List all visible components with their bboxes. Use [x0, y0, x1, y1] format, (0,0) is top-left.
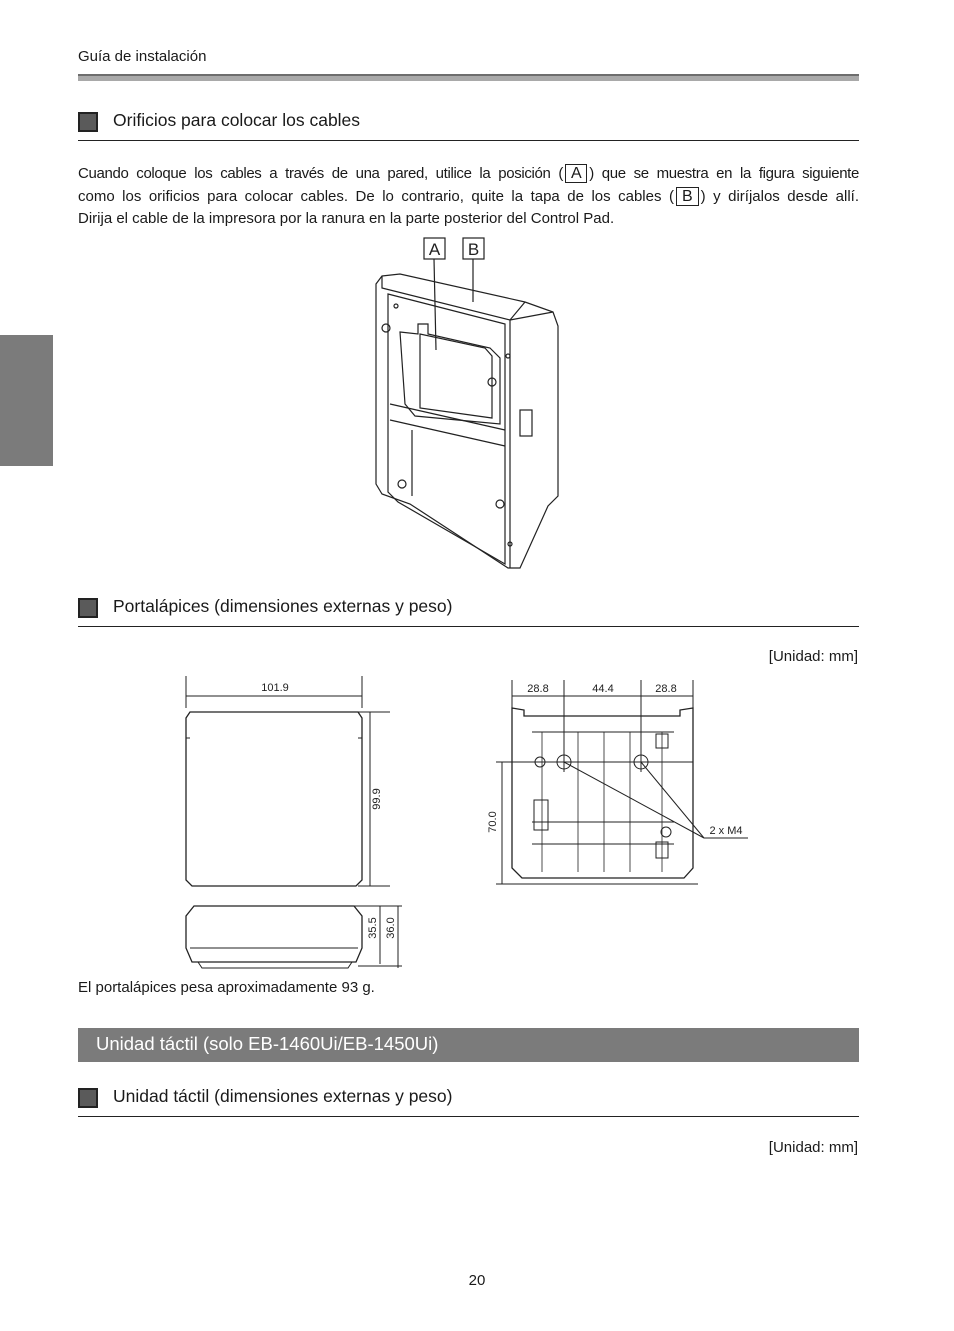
weight-caption: El portalápices pesa aproximadamente 93 g.: [78, 979, 375, 996]
dim-label-hole-left: 28.8: [527, 683, 549, 695]
pen-holder-side: [186, 906, 362, 962]
pad-hole: [394, 304, 398, 308]
leader-screw-1: [564, 762, 704, 838]
section-title: Unidad táctil (dimensiones externas y peso): [113, 1086, 453, 1106]
pen-holder-tab: [534, 800, 548, 830]
dim-label-depth-outer: 36.0: [385, 917, 397, 939]
section-square-icon: [78, 598, 98, 618]
pen-holder-ribs: [532, 732, 674, 844]
dim-label-width: 101.9: [261, 682, 289, 694]
pad-clip: [520, 410, 532, 436]
marker-a-box: A: [565, 164, 587, 183]
section-title: Portalápices (dimensiones externas y peso): [113, 596, 453, 616]
dim-label-hole-middle: 44.4: [592, 683, 614, 695]
side-tab: [0, 335, 53, 466]
section-square-icon: [78, 1088, 98, 1108]
pad-recess: [400, 324, 500, 424]
pen-holder-back-figure: [480, 672, 752, 892]
pen-holder-slots: [542, 732, 662, 872]
dim-label-hole-right: 28.8: [655, 683, 677, 695]
pen-holder-detail: [661, 827, 671, 837]
leader-screw-2: [641, 762, 704, 838]
header-rule: [78, 74, 859, 81]
pad-hole: [398, 480, 406, 488]
dim-label-screws: 2 x M4: [709, 825, 743, 837]
paragraph-line-2: como los orificios para colocar cables. De lo contrario, quite la tapa de los cables ( B ) y diríjalos desde allí.: [78, 187, 859, 205]
running-header: Guía de instalación: [78, 48, 207, 65]
paragraph-line-1: Cuando coloque los cables a través de una pared, utilice la posición ( A ) que se muestra en la figura siguiente: [78, 165, 859, 182]
marker-b-box: B: [676, 187, 699, 206]
control-pad-figure: [360, 234, 570, 574]
section-heading-pen-holder: [78, 596, 859, 627]
pen-holder-base: [198, 962, 352, 968]
pad-hole: [496, 500, 504, 508]
paragraph-line-3: Dirija el cable de la impresora por la ranura en la parte posterior del Control Pad.: [78, 210, 615, 227]
cable-holes-paragraph: [78, 163, 859, 231]
unit-note-touch-unit: [Unidad: mm]: [768, 1139, 858, 1156]
section-title: Orificios para colocar los cables: [113, 110, 361, 130]
label-b: B: [467, 240, 480, 259]
pad-cover-a: [420, 334, 492, 418]
pad-seam-2: [390, 420, 505, 446]
pen-holder-front-figure: [180, 672, 410, 972]
dim-label-height: 99.9: [371, 788, 383, 810]
label-a: A: [428, 240, 441, 259]
section-square-icon: [78, 112, 98, 132]
chapter-banner: [78, 1028, 859, 1062]
dim-label-depth-inner: 35.5: [367, 917, 379, 939]
dim-label-hole-height: 70.0: [487, 811, 499, 833]
pad-hole: [382, 324, 390, 332]
pad-corner-edge: [510, 312, 553, 320]
section-heading-touch-unit: [78, 1086, 859, 1117]
pad-bottom-face: [388, 294, 505, 564]
section-heading-cable-holes: [78, 110, 859, 141]
page-number: 20: [468, 1272, 486, 1289]
unit-note-pen-holder: [Unidad: mm]: [768, 648, 858, 665]
pen-holder-front: [186, 712, 362, 886]
banner-title: Unidad táctil (solo EB-1460Ui/EB-1450Ui): [96, 1033, 439, 1054]
